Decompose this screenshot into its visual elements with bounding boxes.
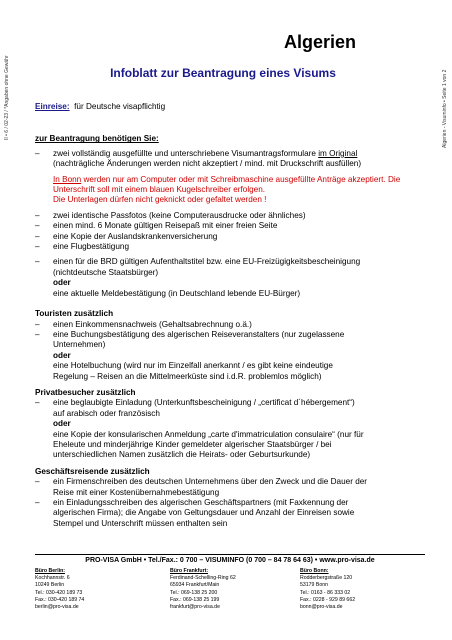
list-item: – eine Kopie der Auslandskrankenversicherung bbox=[35, 231, 218, 241]
oder-label: oder bbox=[53, 350, 71, 360]
page-subtitle: Infoblatt zur Beantragung eines Visums bbox=[110, 66, 336, 80]
oder-label: oder bbox=[53, 419, 71, 429]
list-item: – eine Flugbestätigung bbox=[35, 242, 130, 252]
office-berlin: Büro Berlin: Kochhannstr. 6 10249 Berlin Tel.: 030-420 189 73 Fax.: 030-420 189 74 berlin@pro-visa.de bbox=[35, 568, 85, 611]
list-item: – eine beglaubigte Einladung (Unterkunftsbescheinigung / „certificat d´hébergement“) auf arabisch oder französisch bbox=[35, 398, 355, 418]
list-item-continuation: eine Hotelbuchung (wird nur im Einzelfall anerkannt / es gibt keine eindeutige Regelung – Reisen an die Mittelmeerküste sind i.d.R. problemlos möglich) bbox=[53, 361, 333, 381]
touristen-heading: Touristen zusätzlich bbox=[35, 309, 114, 319]
list-item: – eine Buchungsbestätigung des algerischen Reiseveranstalters (nur zugelassene Unternehmen) bbox=[35, 329, 345, 350]
list-item: – einen mind. 6 Monate gültigen Reisepaß mit einer freien Seite bbox=[35, 221, 278, 231]
requirements-heading: zur Beantragung benötigen Sie: bbox=[35, 134, 159, 144]
office-frankfurt: Büro Frankfurt: Ferdinand-Schelling-Ring 62 65934 Frankfurt/Main Tel.: 069-138 25 200 Fax.: 069-138 25 199 frankfurt@pro-visa.de bbox=[170, 568, 236, 611]
list-item-continuation: eine aktuelle Meldebestätigung (in Deutschland lebende EU-Bürger) bbox=[53, 288, 301, 298]
page-title: Algerien bbox=[283, 32, 357, 52]
list-item: – zwei identische Passfotos (keine Computerausdrucke oder ähnliches) bbox=[35, 210, 306, 220]
list-item-continuation: eine Kopie der konsularischen Anmeldung „carte d'immatriculation consulaire“ (nur für Eheleute und minderjährige Kinder gemeldeter algerischer Staatsbürger / bei unterschiedlichen Namen zusätzlich die Heirats- oder Geburtsurkunde) bbox=[53, 429, 364, 460]
page-info-text: Algerien - Visuminfo • Seite 1 von 2 bbox=[442, 69, 448, 148]
list-item: – ein Einladungsschreiben des algerischen Geschäftspartners (mit Faxkennung der algerischen Firma); die Angabe von Geltungsdauer und Anzahl der Einreisen sowie Stempel und Unterschrift müssen enthalten sein bbox=[35, 498, 355, 528]
oder-label: oder bbox=[53, 278, 71, 288]
main-content bbox=[35, 102, 425, 529]
bonn-notice: In Bonn werden nur am Computer oder mit Schreibmaschine ausgefüllte Anträge akzeptiert. Die Unterschrift soll mit einem blauen Kugelschreiber erfolgen. Die Unterlagen dürfen nicht geknickt oder gefaltet werden ! bbox=[53, 174, 401, 205]
privat-heading: Privatbesucher zusätzlich bbox=[35, 387, 136, 397]
einreise-line bbox=[35, 102, 425, 112]
einreise-text: für Deutsche visapflichtig bbox=[74, 102, 166, 111]
geschaeft-heading: Geschäftsreisende zusätzlich bbox=[35, 466, 150, 476]
office-bonn: Büro Bonn: Rodderbergstraße 120 53179 Bonn Tel.: 0163 - 86 333 02 Fax.: 0228 - 929 89 662 bonn@pro-visa.de bbox=[300, 568, 356, 611]
list-item: – einen Einkommensnachweis (Gehaltsabrechnung o.ä.) bbox=[35, 319, 252, 329]
list-item: – einen für die BRD gültigen Aufenthaltstitel bzw. eine EU-Freizügigkeitsbescheinigung (nichtdeutsche Staatsbürger) bbox=[35, 257, 361, 277]
list-item: – zwei vollständig ausgefüllte und unterschriebene Visumantragsformulare im Original (nachträgliche Änderungen werden nicht akzeptiert / mind. mit Druckschrift ausfüllen) bbox=[35, 148, 362, 169]
document-code-text: II • 6 / 02-23 / *Angaben ohne Gewähr bbox=[4, 55, 10, 140]
footer-divider bbox=[35, 554, 425, 555]
footer-contact: PRO-VISA GmbH • Tel./Fax.: 0 700 – VISUMINFO (0 700 – 84 78 64 63) • www.pro-visa.de bbox=[85, 557, 375, 564]
einreise-label: Einreise: bbox=[35, 102, 70, 111]
list-item: – ein Firmenschreiben des deutschen Unternehmens über den Zweck und die Dauer der Reise mit einer Kostenübernahmebestätigung bbox=[35, 477, 368, 497]
